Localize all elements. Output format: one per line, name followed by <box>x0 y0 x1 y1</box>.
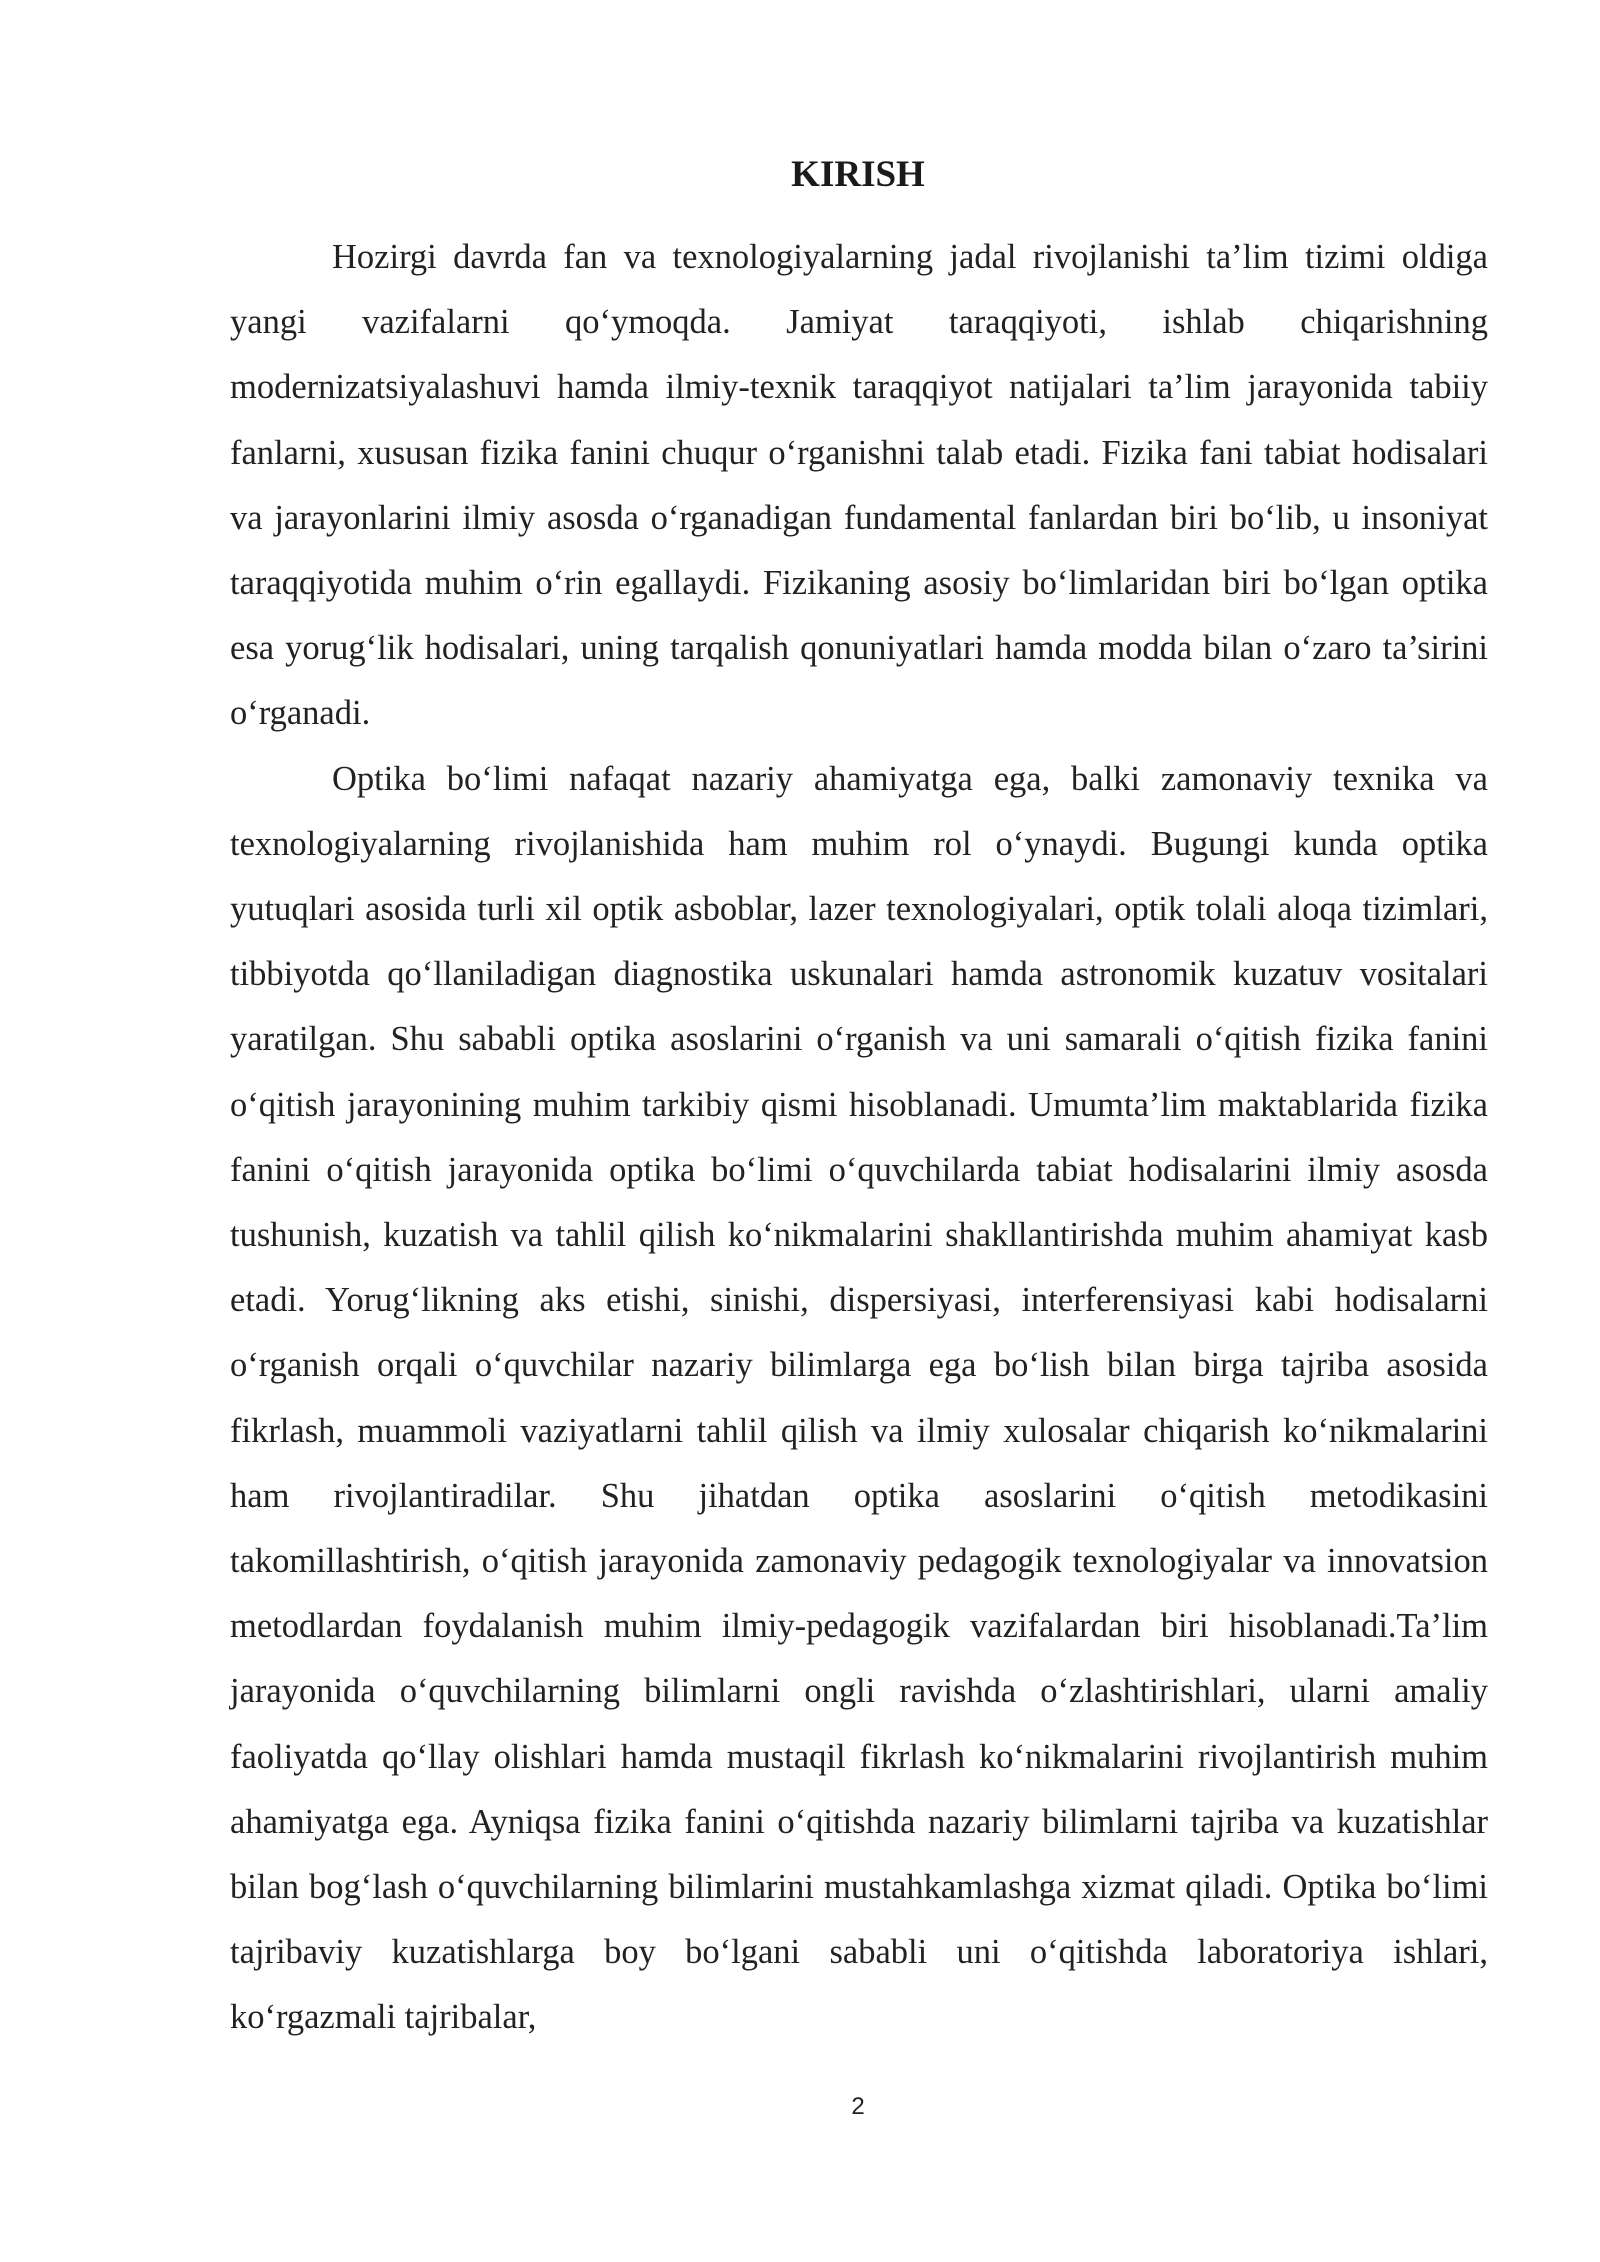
paragraph-1: Hozirgi davrda fan va texnologiyalarning jadal rivojlanishi ta’lim tizimi oldiga yangi vazifalarni qo‘ymoqda. Jamiyat taraqqiyoti, ishlab chiqarishning modernizatsiyalashuvi hamda ilmiy-texnik taraqqiyot natijalari ta’lim jarayonida tabiiy fanlarni, xususan fizika fanini chuqur o‘rganishni talab etadi. Fizika fani tabiat hodisalari va jarayonlarini ilmiy asosda o‘rganadigan fundamental fanlardan biri bo‘lib, u insoniyat taraqqiyotida muhim o‘rin egallaydi. Fizikaning asosiy bo‘limlaridan biri bo‘lgan optika esa yorug‘lik hodisalari, uning tarqalish qonuniyatlari hamda modda bilan o‘zaro ta’sirini o‘rganadi. <box>230 238 1488 733</box>
page-number: 2 <box>851 2093 865 2120</box>
body-text <box>230 225 1488 2051</box>
paragraph-2: Optika bo‘limi nafaqat nazariy ahamiyatga ega, balki zamonaviy texnika va texnologiyalarning rivojlanishida ham muhim rol o‘ynaydi. Bugungi kunda optika yutuqlari asosida turli xil optik asboblar, lazer texnologiyalari, optik tolali aloqa tizimlari, tibbiyotda qo‘llaniladigan diagnostika uskunalari hamda astronomik kuzatuv vositalari yaratilgan. Shu sababli optika asoslarini o‘rganish va uni samarali o‘qitish fizika fanini o‘qitish jarayonining muhim tarkibiy qismi hisoblanadi. Umumta’lim maktablarida fizika fanini o‘qitish jarayonida optika bo‘limi o‘quvchilarda tabiat hodisalarini ilmiy asosda tushunish, kuzatish va tahlil qilish ko‘nikmalarini shakllantirishda muhim ahamiyat kasb etadi. Yorug‘likning aks etishi, sinishi, dispersiyasi, interferensiyasi kabi hodisalarni o‘rganish orqali o‘quvchilar nazariy bilimlarga ega bo‘lish bilan birga tajriba asosida fikrlash, muammoli vaziyatlarni tahlil qilish va ilmiy xulosalar chiqarish ko‘nikmalarini ham rivojlantiradilar. Shu jihatdan optika asoslarini o‘qitish metodikasini takomillashtirish, o‘qitish jarayonida zamonaviy pedagogik texnologiyalar va innovatsion metodlardan foydalanish muhim ilmiy-pedagogik vazifalardan biri hisoblanadi.Ta’lim jarayonida o‘quvchilarning bilimlarni ongli ravishda o‘zlashtirishlari, ularni amaliy faoliyatda qo‘llay olishlari hamda mustaqil fikrlash ko‘nikmalarini rivojlantirish muhim ahamiyatga ega. Ayniqsa fizika fanini o‘qitishda nazariy bilimlarni tajriba va kuzatishlar bilan bog‘lash o‘quvchilarning bilimlarini mustahkamlashga xizmat qiladi. Optika bo‘limi tajribaviy kuzatishlarga boy bo‘lgani sababli uni o‘qitishda laboratoriya ishlari, ko‘rgazmali tajribalar, <box>230 759 1488 2037</box>
page-title: KIRISH <box>791 154 925 195</box>
